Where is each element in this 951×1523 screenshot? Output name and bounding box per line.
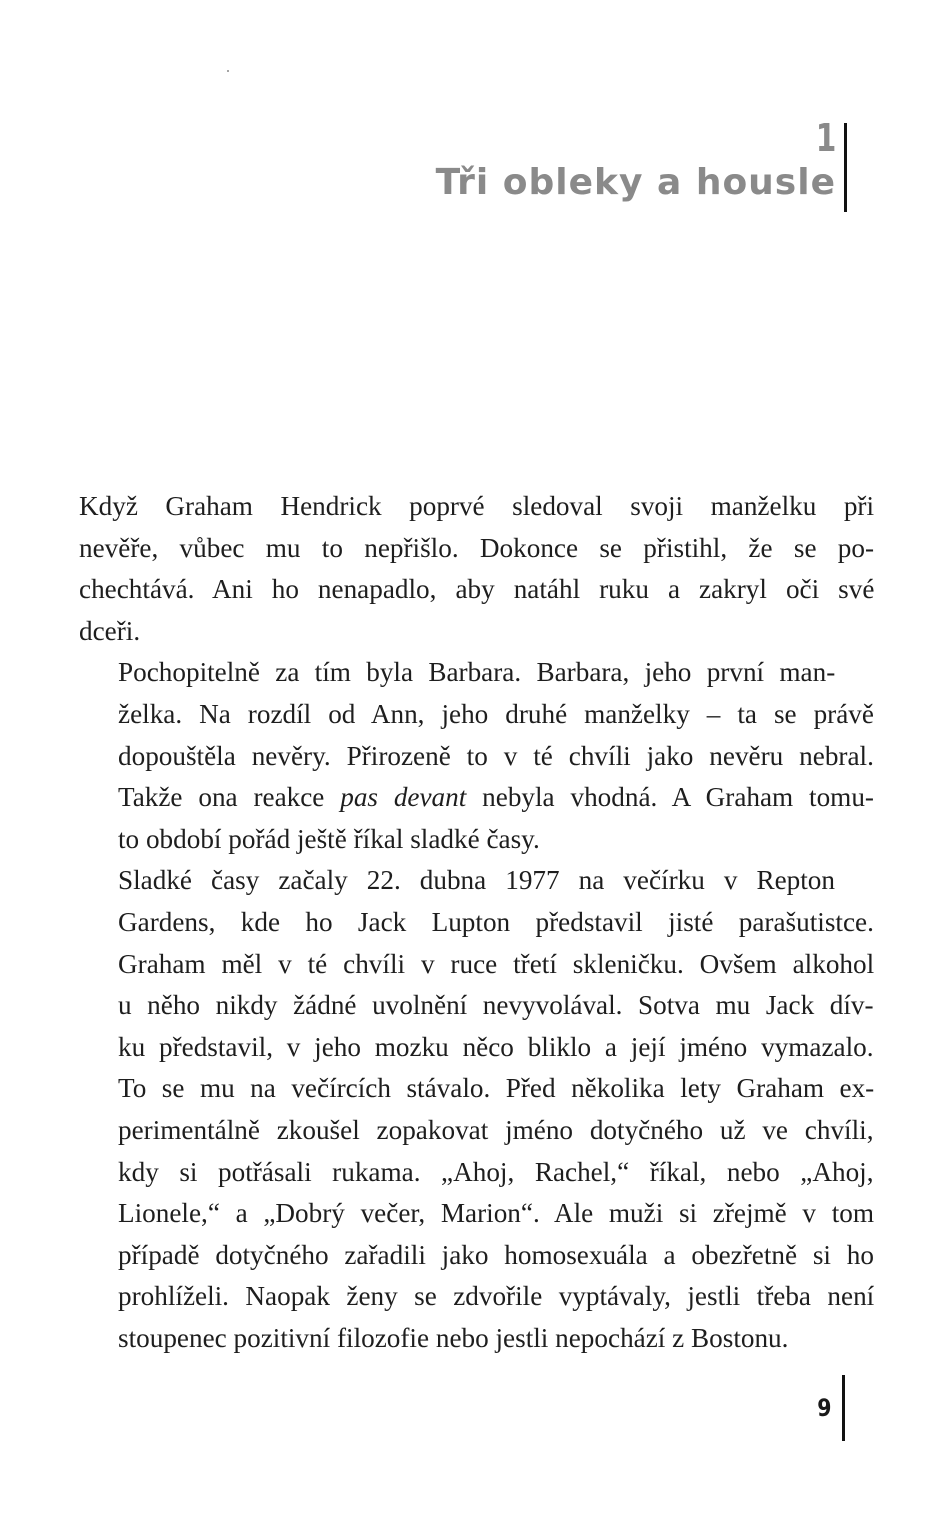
text-line: Když Graham Hendrick poprvé sledoval svoji manželku při	[79, 491, 875, 521]
text-run: Takže ona reakce	[118, 782, 341, 813]
chapter-body	[79, 486, 874, 1359]
text-line: kdy si potřásali rukama. „Ahoj, Rachel,“ říkal, nebo „Ahoj,	[118, 1156, 874, 1187]
text-line: Pochopitelně za tím byla Barbara. Barbara, jeho první man-	[118, 657, 836, 688]
page-number: 9	[817, 1394, 832, 1422]
text-line: stoupenec pozitivní filozofie nebo jestli nepochází z Bostonu.	[118, 1322, 789, 1353]
text-line: případě dotyčného zařadili jako homosexuála a obezřetně si ho	[118, 1239, 874, 1270]
chapter-title: Tři obleky a housle	[435, 162, 836, 203]
text-line: Lionele,“ a „Dobrý večer, Marion“. Ale muži si zřejmě v tom	[118, 1198, 875, 1229]
text-line: Graham měl v té chvíli v ruce třetí skleničku. Ovšem alkohol	[118, 948, 875, 979]
chapter-heading	[436, 116, 836, 206]
text-line: Gardens, kde ho Jack Lupton představil jisté parašutistce.	[118, 906, 874, 937]
text-line: prohlíželi. Naopak ženy se zdvořile vyptávaly, jestli třeba není	[118, 1281, 875, 1312]
paragraph	[79, 652, 874, 860]
text-line: dceři.	[79, 615, 141, 646]
page-number-rule	[842, 1375, 845, 1441]
text-line: dopouštěla nevěry. Přirozeně to v té chvíli jako nevěru nebral.	[118, 740, 874, 771]
text-line: to období pořád ještě říkal sladké časy.	[118, 823, 540, 854]
italic-phrase: pas devant	[340, 782, 467, 813]
text-line: Sladké časy začaly 22. dubna 1977 na večírku v Repton	[118, 865, 835, 896]
text-line: ku představil, v jeho mozku něco bliklo a její jméno vymazalo.	[118, 1031, 874, 1062]
chapter-number: 1	[815, 116, 836, 160]
text-line: nevěře, vůbec mu to nepřišlo. Dokonce se přistihl, že se po-	[79, 532, 875, 563]
text-run: nebyla vhodná. A Graham tomu-	[466, 782, 874, 813]
text-line	[79, 777, 874, 819]
text-line: To se mu na večírcích stávalo. Před několika lety Graham ex-	[118, 1073, 875, 1104]
paragraph	[79, 486, 874, 652]
text-line: perimentálně zkoušel zopakovat jméno dotyčného už ve chvíli,	[118, 1114, 874, 1145]
text-line: u něho nikdy žádné uvolnění nevyvolával. Sotva mu Jack dív-	[118, 990, 874, 1021]
chapter-heading-rule	[844, 123, 847, 212]
scan-speck	[227, 70, 229, 72]
paragraph	[79, 860, 874, 1359]
text-line: želka. Na rozdíl od Ann, jeho druhé manželky – ta se právě	[118, 698, 874, 729]
text-line: chechtává. Ani ho nenapadlo, aby natáhl ruku a zakryl oči své	[79, 574, 875, 605]
